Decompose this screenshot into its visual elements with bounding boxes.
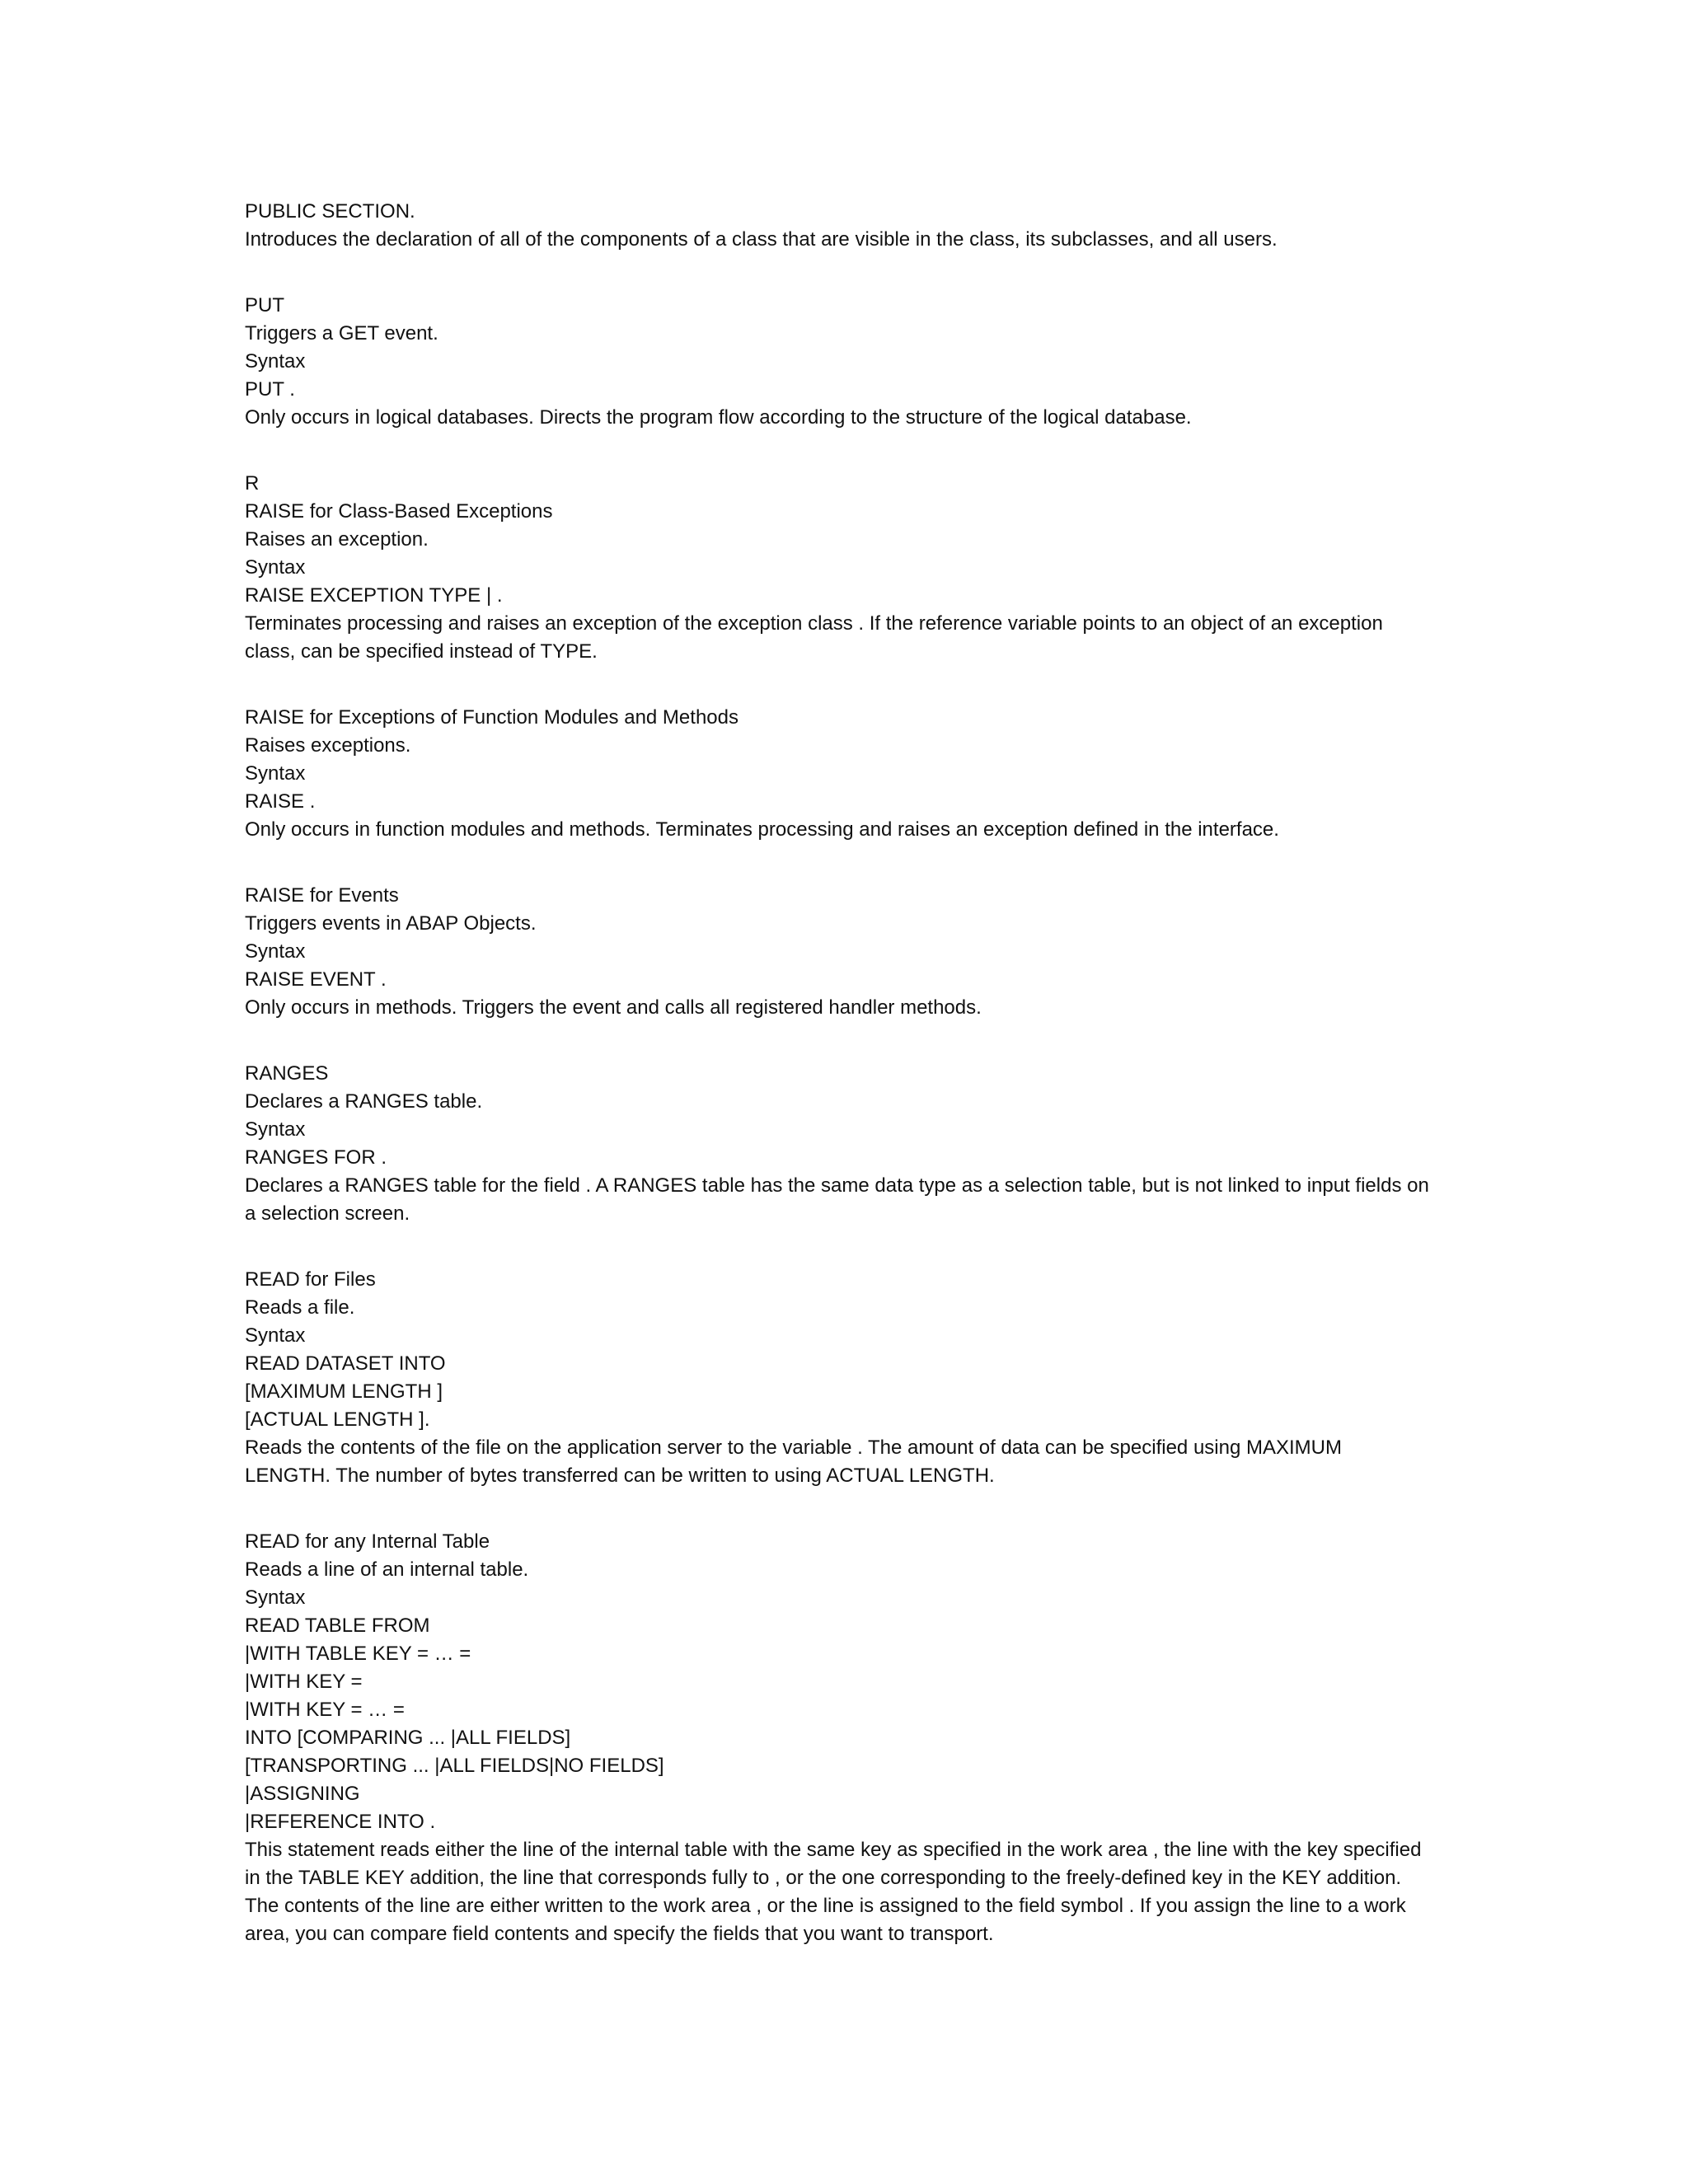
syntax-line: RANGES FOR . [245,1146,387,1169]
entry-description: Only occurs in methods. Triggers the event and calls all registered handler methods. [245,996,982,1019]
syntax-line: |WITH TABLE KEY = … = [245,1643,471,1665]
syntax-line: RAISE . [245,790,316,813]
syntax-line: READ TABLE FROM [245,1615,430,1637]
syntax-line: |REFERENCE INTO . [245,1811,436,1833]
syntax-line: RAISE EXCEPTION TYPE | . [245,584,503,607]
entry-heading: RANGES [245,1062,329,1085]
syntax-line: [TRANSPORTING ... |ALL FIELDS|NO FIELDS] [245,1755,664,1777]
syntax-line: PUT . [245,378,295,401]
entry-summary: Raises an exception. [245,528,429,551]
entry-description: Only occurs in function modules and methods. Terminates processing and raises an exception defined in the interface. [245,818,1279,841]
entry-heading: PUT [245,294,284,316]
entry-public-section [245,198,1432,254]
syntax-line: RAISE EVENT . [245,968,387,991]
entry-description: Introduces the declaration of all of the components of a class that are visible in the class, its subclasses, and all users. [245,228,1278,251]
syntax-line: |WITH KEY = … = [245,1699,405,1721]
syntax-label: Syntax [245,1586,306,1609]
document-page [245,198,1432,1986]
entry-heading: READ for Files [245,1268,376,1291]
entry-read-internal-table [245,1528,1432,1948]
entry-summary: Reads a file. [245,1296,355,1319]
syntax-label: Syntax [245,1324,306,1347]
entry-summary: Reads a line of an internal table. [245,1558,529,1581]
syntax-label: Syntax [245,1118,306,1141]
entry-description: Declares a RANGES table for the field . A RANGES table has the same data type as a selection table, but is not linked to input fields on a selection screen. [245,1174,1429,1225]
entry-put [245,292,1432,432]
entry-heading: READ for any Internal Table [245,1530,490,1553]
entry-summary: Triggers a GET event. [245,322,438,344]
entry-raise-events [245,882,1432,1022]
entry-summary: Declares a RANGES table. [245,1090,483,1113]
syntax-line: |WITH KEY = [245,1671,363,1693]
entry-read-files [245,1266,1432,1490]
syntax-label: Syntax [245,940,306,963]
syntax-line: [MAXIMUM LENGTH ] [245,1380,443,1403]
entry-heading: RAISE for Exceptions of Function Modules and Methods [245,706,738,729]
entry-description: This statement reads either the line of the internal table with the same key as specified in the work area , the line with the key specified in the TABLE KEY addition, the line that corresponds fully to , or the one corresponding to the freely-defined key in the KEY addition. The contents of the line are either written to the work area , or the line is assigned to the field symbol . If you assign the line to a work area, you can compare field contents and specify the fields that you want to transport. [245,1839,1422,1945]
entry-description: Terminates processing and raises an exception of the exception class . If the reference variable points to an object of an exception class, can be specified instead of TYPE. [245,612,1383,663]
syntax-line: |ASSIGNING [245,1783,360,1805]
entry-summary: Raises exceptions. [245,734,411,757]
entry-raise-class-based-exceptions [245,470,1432,666]
syntax-line: READ DATASET INTO [245,1352,446,1375]
syntax-label: Syntax [245,556,306,579]
syntax-label: Syntax [245,350,306,373]
syntax-line: INTO [COMPARING ... |ALL FIELDS] [245,1727,571,1749]
entry-heading: RAISE for Class-Based Exceptions [245,500,553,523]
entry-description: Only occurs in logical databases. Directs the program flow according to the structure of the logical database. [245,406,1192,429]
letter-heading: R [245,472,260,494]
entry-description: Reads the contents of the file on the application server to the variable . The amount of data can be specified using MAXIMUM LENGTH. The number of bytes transferred can be written to using ACTUAL LENGTH. [245,1436,1342,1487]
entry-heading: RAISE for Events [245,884,399,907]
entry-ranges [245,1060,1432,1228]
syntax-label: Syntax [245,762,306,785]
entry-raise-function-module-exceptions [245,704,1432,844]
syntax-line: [ACTUAL LENGTH ]. [245,1408,430,1431]
entry-summary: Triggers events in ABAP Objects. [245,912,537,935]
entry-heading: PUBLIC SECTION. [245,200,415,223]
